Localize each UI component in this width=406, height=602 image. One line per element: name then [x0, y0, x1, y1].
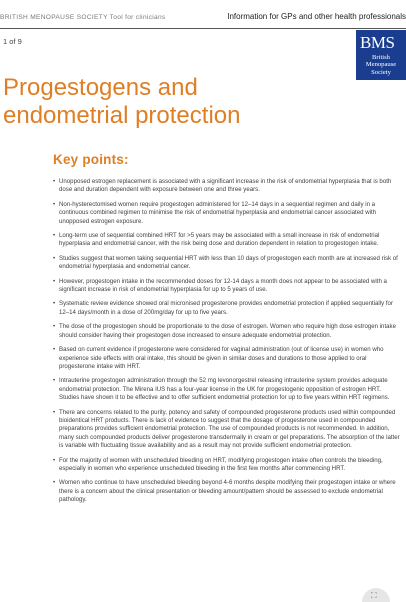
header-divider	[0, 28, 406, 29]
key-point: • Studies suggest that women taking sequential HRT with less than 10 days of progestogen each month are at increased risk of endometrial hyperplasia and endometrial cancer.	[53, 255, 401, 272]
header-audience-label: Information for GPs and other health professionals	[227, 12, 406, 21]
key-point: • Long-term use of sequential combined HRT for >5 years may be associated with a small increase in risk of endometrial hyperplasia and endometrial cancer, with the risk being dose and duration dependent in relation to progestogen intake.	[53, 232, 401, 249]
key-point: • Systematic review evidence showed oral micronised progesterone provides endometrial protection if applied sequentially for 12–14 days/month in a dose of 200mg/day for up to five years.	[53, 300, 401, 317]
page-indicator: 1 of 9	[3, 37, 22, 46]
title-line: endometrial protection	[3, 102, 241, 129]
logo-line: Society	[371, 68, 391, 76]
key-point: • Women who continue to have unscheduled bleeding beyond 4-6 months despite modifying their progestogen intake or where there is a concern about the clinical presentation or bleeding amount/pattern should be assessed to exclude endometrial pathology.	[53, 479, 401, 504]
logo-name	[361, 54, 401, 76]
logo-initials: BMS	[360, 33, 395, 52]
key-points-list	[53, 178, 401, 511]
header-tool-label: BRITISH MENOPAUSE SOCIETY Tool for clinicians	[0, 14, 166, 21]
logo-line: Menopause	[365, 61, 397, 69]
key-point: • For the majority of women with unscheduled bleeding on HRT, modifying progestogen intake often controls the bleeding, especially in women who experience unscheduled bleeding in the first few months after commencing HRT.	[53, 457, 401, 474]
key-points-heading: Key points:	[53, 152, 129, 167]
logo-line: British	[372, 54, 390, 61]
key-point: • There are concerns related to the purity, potency and safety of compounded progesterone products used within compounded bioidentical HRT products. There is lack of evidence to suggest that the dosage of progesterone used in compounded preparations provides sufficient endometrial protection. The use of compounded products is not recommended. In addition, many such compounded products deliver progesterone transdermally in cream or gel preparations. The absorption of the latter is variable with fluctuating tissue availability and as a result may not provide sufficient endometrial protection.	[53, 409, 401, 451]
title-line: Progestogens and	[3, 74, 198, 101]
page-title	[3, 74, 240, 130]
key-point: • The dose of the progestogen should be proportionate to the dose of estrogen. Women who require high dose estrogen intake should consider having their progestogen dose increased to ensure adequate endometrial protection.	[53, 323, 401, 340]
key-point: • Intrauterine progestogen administration through the 52 mg levonorgestrel releasing intrauterine system provides adequate endometrial protection. The Mirena IUS has a four-year license in the UK for progestogenic opposition of estrogen HRT. Studies have shown it to be effective and to offer sufficient endometrial protection for up to five years within HRT regimens.	[53, 377, 401, 402]
key-point: • Non-hysterectomised women require progestogen administered for 12–14 days in a sequential regimen and daily in a continuous combined regimen to minimise the risk of endometrial hyperplasia and endometrial cancer associated with unopposed estrogen exposure.	[53, 201, 401, 226]
key-point: • Unopposed estrogen replacement is associated with a significant increase in the risk of endometrial hyperplasia that is both dose and duration dependent with exposure between one and three years.	[53, 178, 401, 195]
key-point: • However, progestogen intake in the recommended doses for 12-14 days a month does not appear to be associated with a significant increase in risk of endometrial hyperplasia for up to 5 years of use.	[53, 278, 401, 295]
key-point: • Based on current evidence if progesterone were considered for vaginal administration (out of license use) in women who experience side effects with oral intake, this should be given in similar doses and durations to those applied to oral progesterone intake with HRT.	[53, 346, 401, 371]
expand-icon: ⛶	[371, 591, 377, 600]
bms-logo	[356, 30, 406, 80]
